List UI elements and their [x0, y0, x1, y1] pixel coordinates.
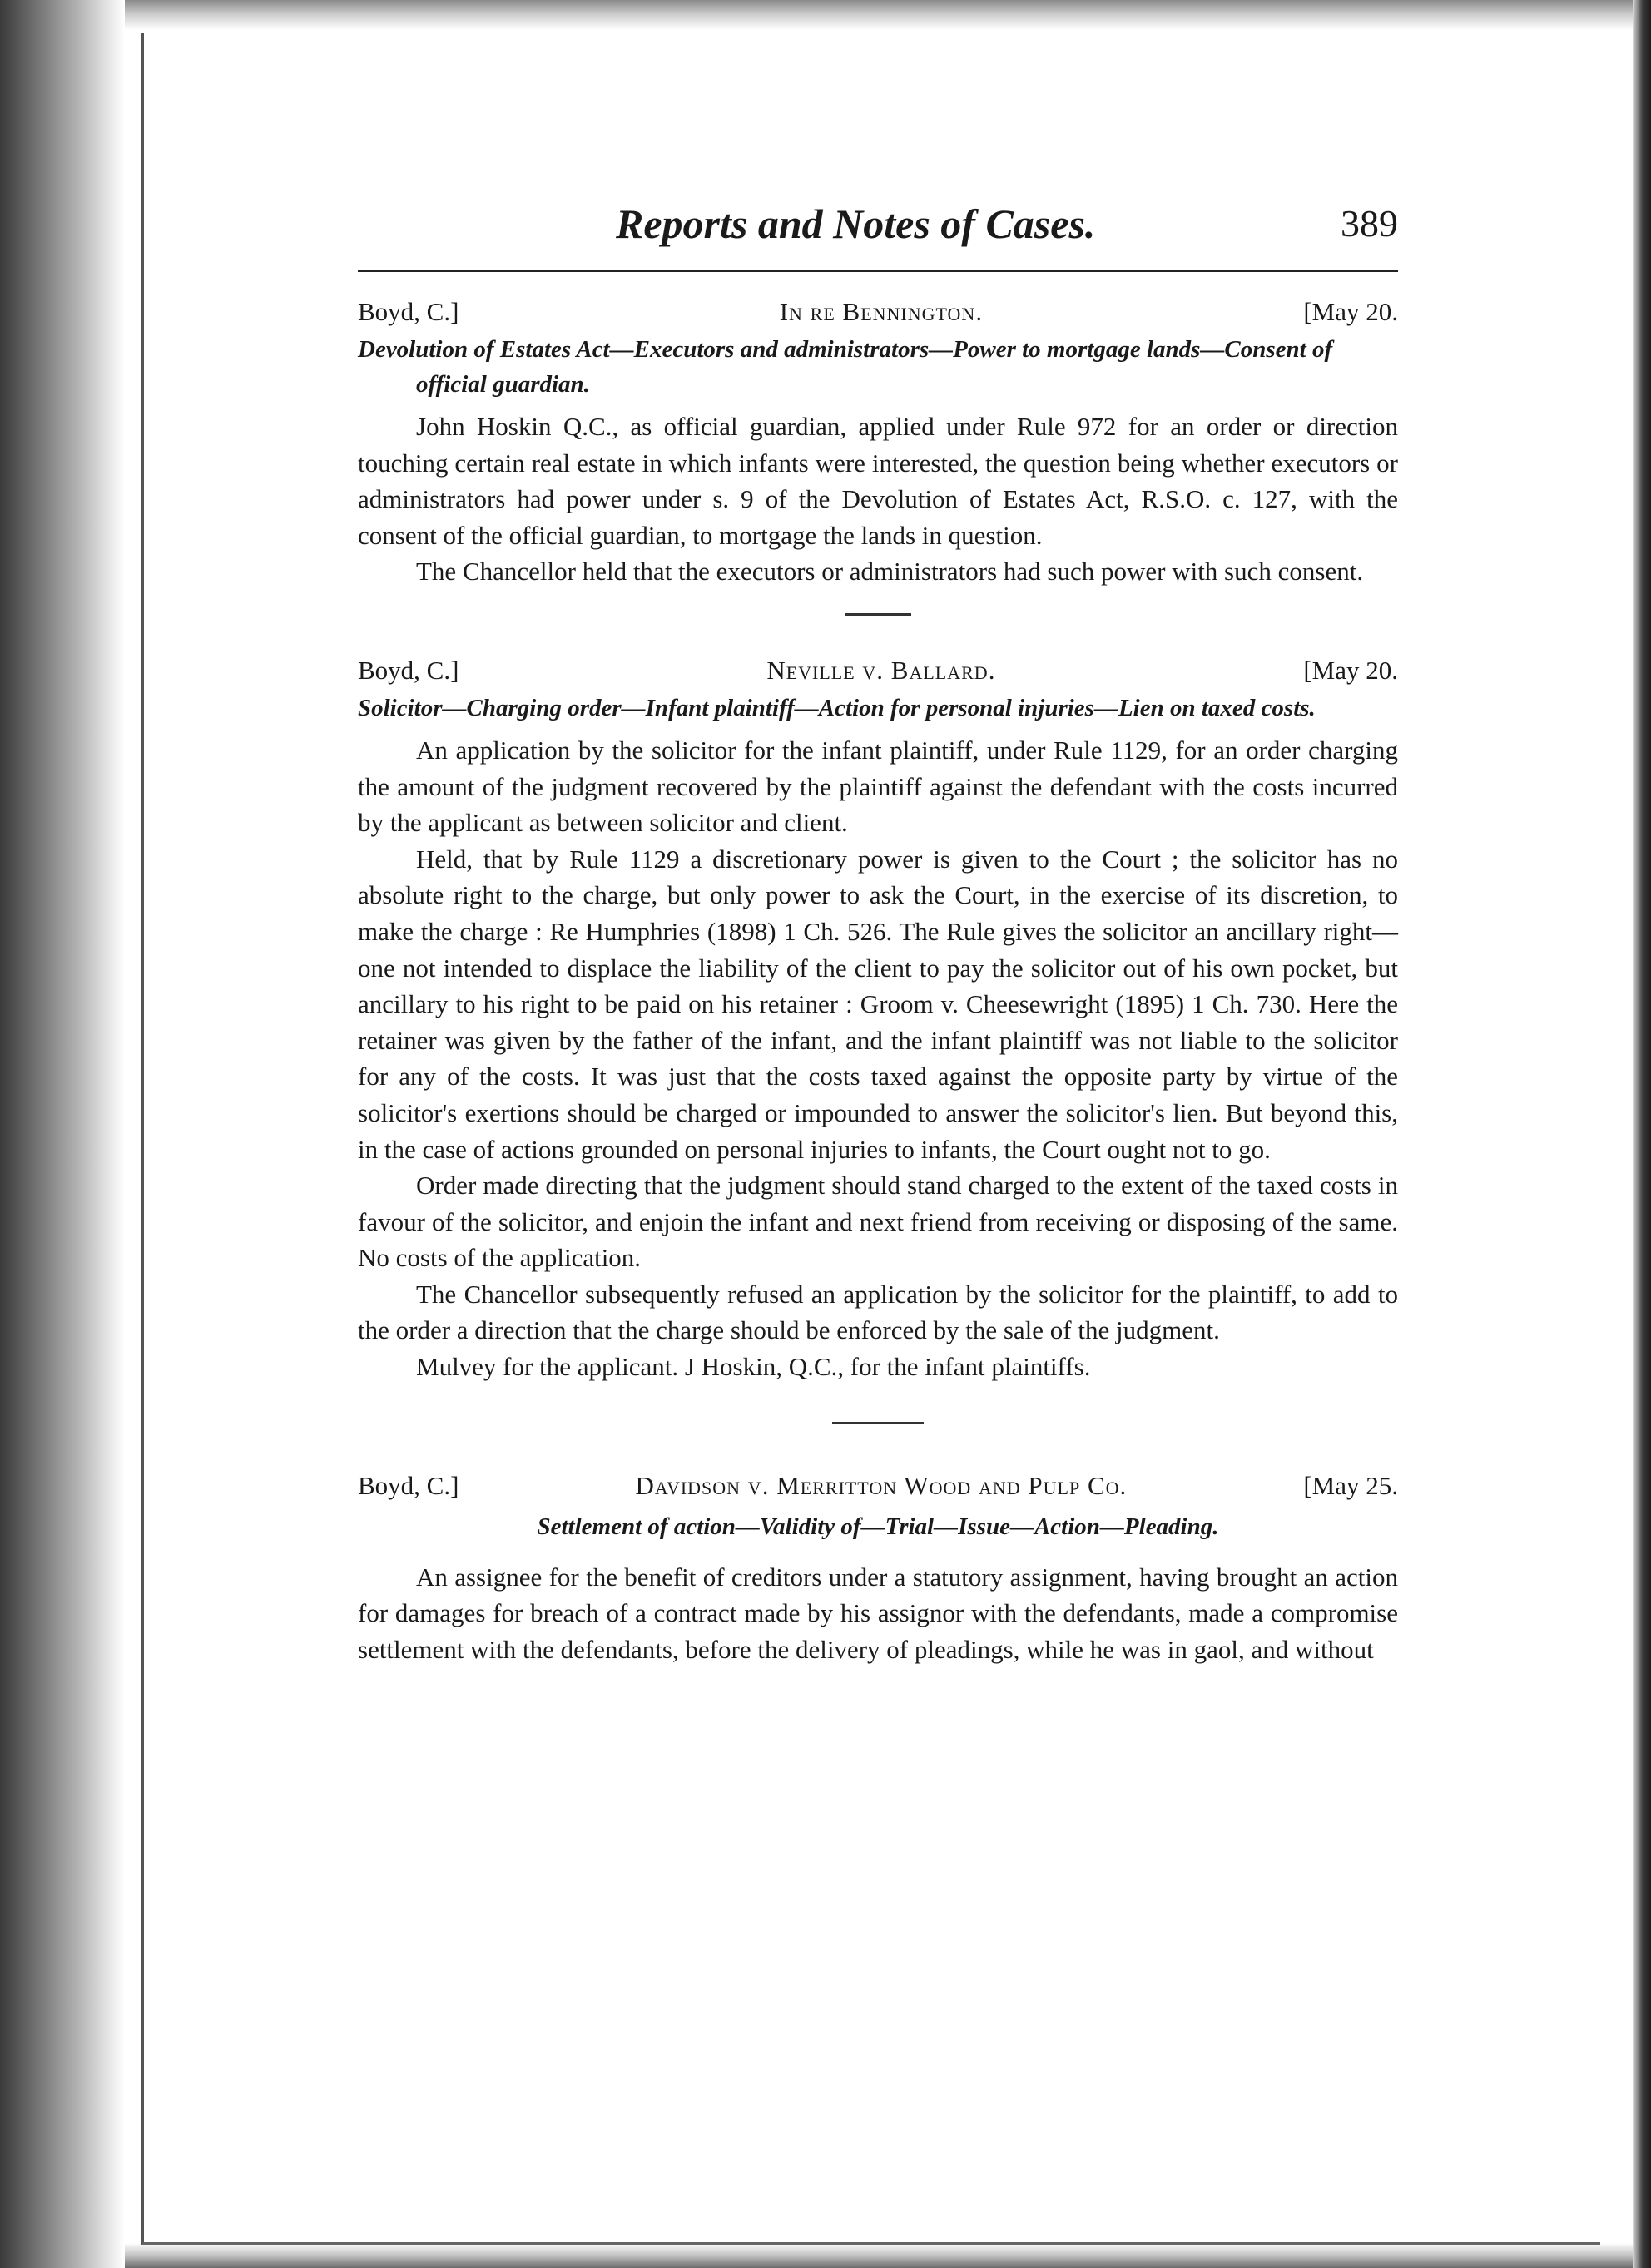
case-header — [358, 1468, 1398, 1504]
case-header — [358, 652, 1398, 689]
scan-shadow-bottom — [125, 2243, 1651, 2268]
case-bennington — [358, 294, 1398, 590]
case-paragraph: An assignee for the benefit of creditors under a statutory assignment, having brought an action for damages for breach of a contract made by his assignor with the defendants, made a compromise settlement with the defendants, before the delivery of pleadings, while he was in gaol, and without — [358, 1562, 1398, 1664]
case-davidson-v-merritton — [358, 1468, 1398, 1668]
document-page — [358, 200, 1398, 1667]
case-judge: Boyd, C.] — [358, 1470, 459, 1500]
case-catchline: Settlement of action—Validity of—Trial—Issue—Action—Pleading. — [537, 1513, 1219, 1540]
case-date: [May 25. — [1303, 1470, 1398, 1500]
scan-shadow-left — [0, 0, 125, 2268]
case-header — [358, 294, 1398, 330]
case-separator — [845, 613, 911, 616]
case-judge: Boyd, C.] — [358, 297, 459, 326]
case-paragraph: Held, that by Rule 1129 a discretionary power is given to the Court ; the solicitor has no absolute right to the charge, but only power to ask the Court, in the exercise of its discretion, to make the charge : Re Humphries (1898) 1 Ch. 526. The Rule gives the solicitor an ancillary right—one not intended to displace the liability of the client to pay the solicitor out of his own pocket, but ancillary to his right to be paid on his retainer : Groom v. Cheesewright (1895) 1 Ch. 730. Here the retainer was given by the father of the infant, and the infant plaintiff was not liable to the solicitor for any of the costs. It was just that the costs taxed against the opposite party by virtue of the solicitor's exertions should be charged or impounded to answer the solicitor's lien. But beyond this, in the case of actions grounded on personal injuries to infants, the Court ought not to go. — [358, 844, 1398, 1164]
case-title: Davidson v. Merritton Wood and Pulp Co. — [635, 1470, 1128, 1500]
case-date: [May 20. — [1303, 297, 1398, 326]
case-paragraph: John Hoskin Q.C., as official guardian, applied under Rule 972 for an order or direction touching certain real estate in which infants were interested, the question being whether executors or administrators had power under s. 9 of the Devolution of Estates Act, R.S.O. c. 127, with the consent of the official guardian, to mortgage the lands in question. — [358, 412, 1398, 550]
case-date: [May 20. — [1303, 655, 1398, 685]
case-title: In re Bennington. — [779, 297, 984, 326]
scan-shadow-right — [1633, 0, 1651, 2268]
running-head — [358, 200, 1398, 263]
case-counsel: Mulvey for the applicant. J Hoskin, Q.C., for the infant plaintiffs. — [416, 1352, 1091, 1382]
case-paragraph: The Chancellor held that the executors or administrators had such power with such consent. — [416, 557, 1364, 587]
case-catchline: Solicitor—Charging order—Infant plaintiff—Action for personal injuries—Lien on taxed costs. — [358, 694, 1316, 721]
page-number: 389 — [1341, 202, 1398, 245]
case-separator — [832, 1422, 924, 1424]
case-paragraph: An application by the solicitor for the infant plaintiff, under Rule 1129, for an order charging the amount of the judgment recovered by the plaintiff against the defendant with the costs incurred by the applicant as between solicitor and client. — [358, 735, 1398, 838]
case-neville-v-ballard — [358, 652, 1398, 1385]
case-paragraph: The Chancellor subsequently refused an application by the solicitor for the plaintiff, to add to the order a direction that the charge should be enforced by the sale of the judgment. — [358, 1279, 1398, 1345]
header-rule — [358, 270, 1398, 272]
case-title: Neville v. Ballard. — [766, 655, 996, 685]
case-paragraph: Order made directing that the judgment should stand charged to the extent of the taxed costs in favour of the solicitor, and enjoin the infant and next friend from receiving or disposing of the same. No costs of the application. — [358, 1171, 1398, 1273]
running-title: Reports and Notes of Cases. — [616, 201, 1096, 247]
case-judge: Boyd, C.] — [358, 655, 459, 685]
scan-shadow-top — [125, 0, 1651, 30]
case-catchline: Devolution of Estates Act—Executors and administrators—Power to mortgage lands—Consent of official guardian. — [358, 336, 1333, 398]
